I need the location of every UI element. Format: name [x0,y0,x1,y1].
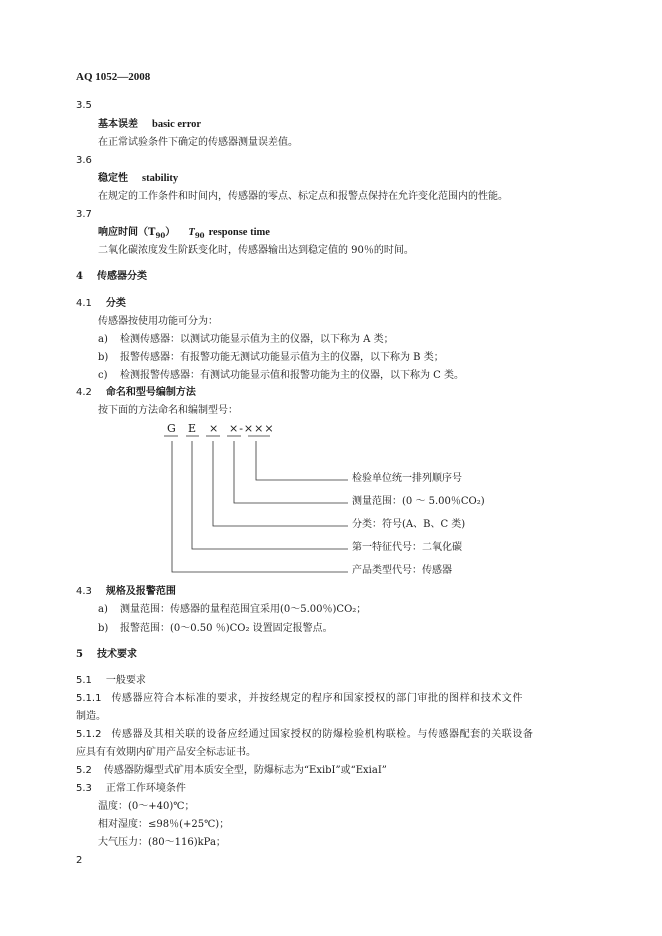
leader-product [172,441,348,572]
section-title: 命名和型号编制方法 [105,387,196,398]
clause-text: 传感器应符合本标准的要求，并按经规定的程序和国家授权的部门审批的图样和技术文件 [111,693,523,704]
code-range-serial: ×-××× [229,422,275,435]
list-mark: c) [98,370,108,381]
list-text: 检测报警传感器：有测试功能显示值和报警功能为主的仪器，以下称为 C 类。 [120,370,465,381]
clause-number: 5.1.1 [76,693,102,704]
list-item [98,605,366,615]
code-label: 分类：符号(A、B、C 类) [352,519,466,530]
clause-text: 传感器及其相关联的设备应经通过国家授权的防爆检验机构联检。与传感器配套的关联设备 [111,729,534,740]
chapter-heading [76,650,137,660]
term-en-symbol: T [188,227,195,238]
term-cn: 稳定性 [98,173,128,184]
clause-number: 3.5 [76,100,92,111]
term-en: basic error [152,119,202,130]
list-item: 大气压力：(80～116)kPa； [98,837,226,848]
code-label: 检验单位统一排列顺序号 [352,473,462,484]
section-title: 一般要求 [105,675,146,686]
section-number: 5.1 [76,675,92,686]
list-text: 报警传感器：有报警功能无测试功能显示值为主的仪器，以下称为 B 类； [120,352,444,363]
code-letter-e: E [188,422,198,435]
section-number: 4.1 [76,298,92,309]
list-text: 测量范围：传感器的量程范围宜采用(0～5.00％)CO₂； [120,604,367,615]
clause-number: 5.1.2 [76,729,102,740]
code-label: 测量范围：(0 ～ 5.00％CO₂) [352,496,485,507]
list-text: 报警范围：(0～0.50 ％)CO₂ 设置固定报警点。 [120,623,333,634]
section-title: 规格及报警范围 [105,586,176,597]
list-mark: a) [98,334,108,345]
paragraph: 传感器按使用功能可分为： [98,316,218,327]
list-mark: b) [98,352,109,363]
leader-class [213,441,348,526]
paragraph: 按下面的方法命名和编制型号： [98,405,238,416]
term-cn: 基本误差 [98,119,138,130]
subscript: 90 [194,231,205,240]
list-mark: a) [98,604,108,615]
leader-gas [192,441,348,549]
list-item [98,624,333,634]
page-number: 2 [76,855,83,866]
leader-serial [256,441,348,480]
section-heading [76,587,176,597]
clause-paragraph [76,766,387,776]
section-number: 5.3 [76,783,92,794]
term-en: stability [142,173,179,184]
term-definition: 在正常试验条件下确定的传感器测量误差值。 [98,137,298,148]
term-en: response time [208,227,270,238]
term-cn-close: ） [165,227,176,238]
chapter-title: 传感器分类 [96,271,147,282]
clause-number: 3.7 [76,209,92,220]
chapter-number: 5 [76,649,83,660]
clause-number: 5.2 [76,765,92,776]
section-number: 4.2 [76,387,92,398]
code-class-symbol: × [209,422,220,435]
term-cn: 响应时间（T [98,227,156,238]
section-heading [76,676,146,686]
code-label: 产品类型代号：传感器 [352,565,452,576]
clause-continuation: 应具有有效期内矿用产品安全标志证书。 [76,747,256,758]
clause-continuation: 制造。 [76,711,106,722]
list-item: 相对湿度：≤98％(+25℃)； [98,819,230,830]
term-definition: 二氧化碳浓度发生阶跃变化时，传感器输出达到稳定值的 90％的时间。 [98,245,414,256]
code-letter-g: G [167,422,177,435]
leader-range [234,441,348,503]
section-title: 正常工作环境条件 [105,783,186,794]
list-text: 检测传感器：以测试功能显示值为主的仪器，以下称为 A 类； [120,334,394,345]
chapter-number: 4 [76,271,83,282]
section-heading [76,784,186,794]
section-title: 分类 [105,298,126,309]
standard-number: AQ 1052—2008 [76,71,151,83]
list-mark: b) [98,623,109,634]
subscript: 90 [155,231,166,240]
code-label: 第一特征代号：二氧化碳 [352,542,462,553]
list-item: 温度：(0～+40)℃； [98,801,195,812]
chapter-title: 技术要求 [96,649,137,660]
clause-number: 3.6 [76,155,92,166]
section-number: 4.3 [76,586,92,597]
term-definition: 在规定的工作条件和时间内，传感器的零点、标定点和报警点保持在允许变化范围内的性能。 [98,191,508,202]
clause-paragraph [76,694,523,704]
clause-paragraph [76,730,533,740]
clause-text: 传感器防爆型式矿用本质安全型，防爆标志为“ExibI”或“ExiaI” [103,765,387,776]
